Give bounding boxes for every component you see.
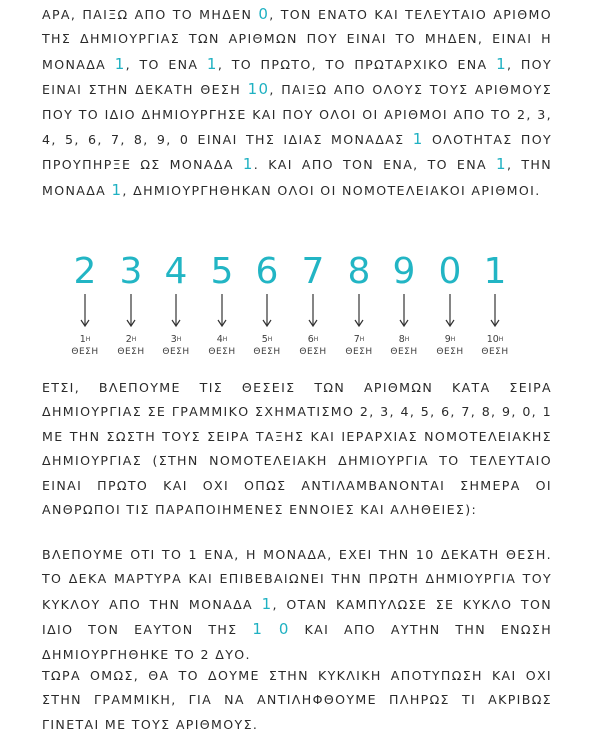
highlighted-number: 1 — [412, 130, 424, 149]
highlighted-number: 1 — [114, 54, 126, 73]
ordinal-suffix: Η — [359, 336, 365, 343]
down-arrow-icon — [290, 294, 336, 328]
down-arrow-icon — [427, 294, 473, 328]
text-run: ΑΡΑ, ΠΑΙΞΩ ΑΠΟ ΤΟ ΜΗΔΕΝ — [42, 7, 259, 22]
ordinal-number: 7 — [353, 334, 360, 345]
position-word: ΘΕΣΗ — [436, 347, 464, 357]
position-ordinal — [199, 335, 245, 345]
position-ordinal — [62, 335, 108, 345]
position-word: ΘΕΣΗ — [390, 347, 418, 357]
down-arrow-icon — [62, 294, 108, 328]
paragraph-circular — [42, 664, 552, 737]
ordinal-suffix: Η — [267, 336, 273, 343]
text-run: . ΚΑΙ ΑΠΟ ΤΟΝ ΕΝΑ, ΤΟ ΕΝΑ — [253, 157, 497, 173]
sequence-digit: 9 — [392, 251, 416, 292]
ordinal-number: 6 — [307, 334, 314, 345]
ordinal-suffix: Η — [498, 336, 504, 343]
ordinal-number: 5 — [261, 334, 268, 345]
paragraph-positions — [42, 376, 552, 522]
sequence-digit: 2 — [73, 251, 97, 292]
down-arrow-icon — [199, 294, 245, 328]
highlighted-number: 1 — [206, 54, 218, 73]
text-run: , ΤΗΝ ΜΟΝΑΔΑ — [42, 157, 552, 198]
highlighted-number: 1 — [242, 155, 254, 174]
text-run: , ΟΤΑΝ ΚΑΜΠΥΛΩΣΕ ΣΕ ΚΥΚΛΟ ΤΟΝ ΙΔΙΟ ΤΟΝ ΕΑΥΤΟΝ ΤΗΣ — [42, 596, 552, 638]
sequence-digit: 5 — [210, 251, 234, 292]
text-run: , ΔΗΜΙΟΥΡΓΗΘΗΚΑΝ ΟΛΟΙ ΟΙ ΝΟΜΟΤΕΛΕΙΑΚΟΙ ΑΡΙΘΜΟΙ. — [122, 182, 541, 198]
text-run: , ΠΑΙΞΩ ΑΠΟ ΟΛΟΥΣ ΤΟΥΣ ΑΡΙΘΜΟΥΣ ΠΟΥ ΤΟ ΙΔΙΟ ΔΗΜΙΟΥΡΓΗΣΕ ΚΑΙ ΠΟΥ ΟΛΟΙ ΟΙ ΑΡΙΘΜΟΙ ΑΠΟ ΤΟ 2, 3, 4, 5, 6, 7, 8, 9, 0 ΕΙΝΑΙ ΤΗΣ ΙΔΙΑΣ ΜΟΝΑΔΑΣ — [42, 82, 552, 148]
ordinal-number: 4 — [216, 334, 223, 345]
position-word: ΘΕΣΗ — [253, 347, 281, 357]
position-word: ΘΕΣΗ — [117, 347, 145, 357]
sequence-digit: 0 — [438, 251, 462, 292]
sequence-digit: 6 — [255, 251, 279, 292]
highlighted-number: 1 0 — [252, 620, 290, 639]
text-run: , ΠΟΥ ΕΙΝΑΙ ΣΤΗΝ ΔΕΚΑΤΗ ΘΕΣΗ — [42, 56, 552, 98]
position-ordinal — [336, 335, 382, 345]
position-ordinal — [381, 335, 427, 345]
text-run: ΤΩΡΑ ΟΜΩΣ, ΘΑ ΤΟ ΔΟΥΜΕ ΣΤΗΝ ΚΥΚΛΙΚΗ ΑΠΟΤΥΠΩΣΗ ΚΑΙ ΟΧΙ ΣΤΗΝ ΓΡΑΜΜΙΚΗ, ΓΙΑ ΝΑ ΑΝΤΙΛΗΦΘΟΥΜΕ ΠΛΗΡΩΣ ΤΙ ΑΚΡΙΒΩΣ ΓΙΝΕΤΑΙ ΜΕ ΤΟΥΣ ΑΡΙΘΜΟΥΣ. — [42, 668, 552, 732]
position-ordinal — [290, 335, 336, 345]
position-word: ΘΕΣΗ — [345, 347, 373, 357]
position-word: ΘΕΣΗ — [208, 347, 236, 357]
position-ordinal — [472, 335, 518, 345]
text-run: ΒΛΕΠΟΥΜΕ ΟΤΙ ΤΟ 1 ΕΝΑ, Η ΜΟΝΑΔΑ, ΕΧΕΙ ΤΗΝ 10 ΔΕΚΑΤΗ ΘΕΣΗ. ΤΟ ΔΕΚΑ ΜΑΡΤΥΡΑ ΚΑΙ ΕΠΙΒΕΒΑΙΩΝΕΙ ΤΗΝ ΠΡΩΤΗ ΔΗΜΙΟΥΡΓΙΑ ΤΟΥ ΚΥΚΛΟΥ ΑΠΟ ΤΗΝ ΜΟΝΑΔΑ — [42, 547, 552, 612]
down-arrow-icon — [153, 294, 199, 328]
ordinal-number: 8 — [398, 334, 405, 345]
ordinal-suffix: Η — [450, 336, 456, 343]
text-run: ΚΑΙ ΑΠΟ ΑΥΤΗΝ ΤΗΝ ΕΝΩΣΗ ΔΗΜΙΟΥΡΓΗΘΗΚΕ ΤΟ 2 ΔΥΟ. — [42, 622, 553, 662]
number-sequence-diagram — [62, 252, 532, 362]
ordinal-suffix: Η — [131, 336, 137, 343]
ordinal-number: 10 — [486, 334, 499, 345]
sequence-digit: 4 — [164, 251, 188, 292]
ordinal-suffix: Η — [313, 336, 319, 343]
down-arrow-icon — [472, 294, 518, 328]
position-ordinal — [244, 335, 290, 345]
ordinal-suffix: Η — [222, 336, 228, 343]
down-arrow-icon — [108, 294, 154, 328]
text-run: , ΤΟ ΕΝΑ — [125, 56, 207, 72]
down-arrow-icon — [244, 294, 290, 328]
highlighted-number: 1 — [496, 155, 507, 174]
ordinal-number: 2 — [125, 334, 132, 345]
text-run: , ΤΟΝ ΕΝΑΤΟ ΚΑΙ ΤΕΛΕΥΤΑΙΟ ΑΡΙΘΜΟ ΤΗΣ ΔΗΜΙΟΥΡΓΙΑΣ ΤΩΝ ΑΡΙΘΜΩΝ ΠΟΥ ΕΙΝΑΙ ΤΟ ΜΗΔΕΝ, ΕΙΝΑΙ Η ΜΟΝΑΔΑ — [42, 7, 552, 72]
text-run: ΕΤΣΙ, ΒΛΕΠΟΥΜΕ ΤΙΣ ΘΕΣΕΙΣ ΤΩΝ ΑΡΙΘΜΩΝ ΚΑΤΑ ΣΕΙΡΑ ΔΗΜΙΟΥΡΓΙΑΣ ΣΕ ΓΡΑΜΜΙΚΟ ΣΧΗΜΑΤΙΣΜΟ 2, 3, 4, 5, 6, 7, 8, 9, 0, 1 ΜΕ ΤΗΝ ΣΩΣΤΗ ΤΟΥΣ ΣΕΙΡΑ ΤΑΞΗΣ ΚΑΙ ΙΕΡΑΡΧΙΑΣ ΝΟΜΟΤΕΛΕΙΑΚΗΣ ΔΗΜΙΟΥΡΓΙΑΣ (ΣΤΗΝ ΝΟΜΟΤΕΛΕΙΑΚΗ ΔΗΜΙΟΥΡΓΙΑ ΤΟ ΤΕΛΕΥΤΑΙΟ ΕΙΝΑΙ ΠΡΩΤΟ ΚΑΙ ΟΧΙ ΟΠΩΣ ΑΝΤΙΛΑΜΒΑΝΟΝΤΑΙ ΣΗΜΕΡΑ ΟΙ ΑΝΘΡΩΠΟΙ ΤΙΣ ΠΑΡΑΠΟΙΗΜΕΝΕΣ ΕΝΝΟΙΕΣ ΚΑΙ ΑΛΗΘΕΙΕΣ): — [42, 380, 552, 518]
paragraph-intro — [42, 2, 552, 203]
ordinal-suffix: Η — [176, 336, 182, 343]
ordinal-suffix: Η — [404, 336, 410, 343]
ordinal-number: 1 — [79, 334, 86, 345]
sequence-digit: 1 — [483, 251, 507, 292]
ordinal-suffix: Η — [85, 336, 91, 343]
highlighted-number: 1 — [496, 54, 507, 73]
down-arrow-icon — [336, 294, 382, 328]
position-word: ΘΕΣΗ — [162, 347, 190, 357]
sequence-digit: 3 — [119, 251, 143, 292]
text-run: ΟΛΟΤΗΤΑΣ ΠΟΥ ΠΡΟΥΠΗΡΞΕ ΩΣ ΜΟΝΑΔΑ — [42, 132, 553, 173]
ordinal-number: 9 — [444, 334, 451, 345]
sequence-digit: 8 — [347, 251, 371, 292]
down-arrow-icon — [381, 294, 427, 328]
position-ordinal — [108, 335, 154, 345]
position-word: ΘΕΣΗ — [481, 347, 509, 357]
text-run: , ΤΟ ΠΡΩΤΟ, ΤΟ ΠΡΩΤΑΡΧΙΚΟ ΕΝΑ — [217, 56, 497, 72]
highlighted-number: 1 — [111, 180, 123, 199]
ordinal-number: 3 — [170, 334, 177, 345]
position-word: ΘΕΣΗ — [71, 347, 99, 357]
sequence-digit: 7 — [301, 251, 325, 292]
highlighted-number: 1 — [261, 594, 273, 613]
position-ordinal — [153, 335, 199, 345]
paragraph-tenth-position — [42, 543, 552, 667]
highlighted-number: 10 — [247, 80, 270, 99]
position-ordinal — [427, 335, 473, 345]
position-word: ΘΕΣΗ — [299, 347, 327, 357]
highlighted-number: 0 — [258, 5, 270, 23]
